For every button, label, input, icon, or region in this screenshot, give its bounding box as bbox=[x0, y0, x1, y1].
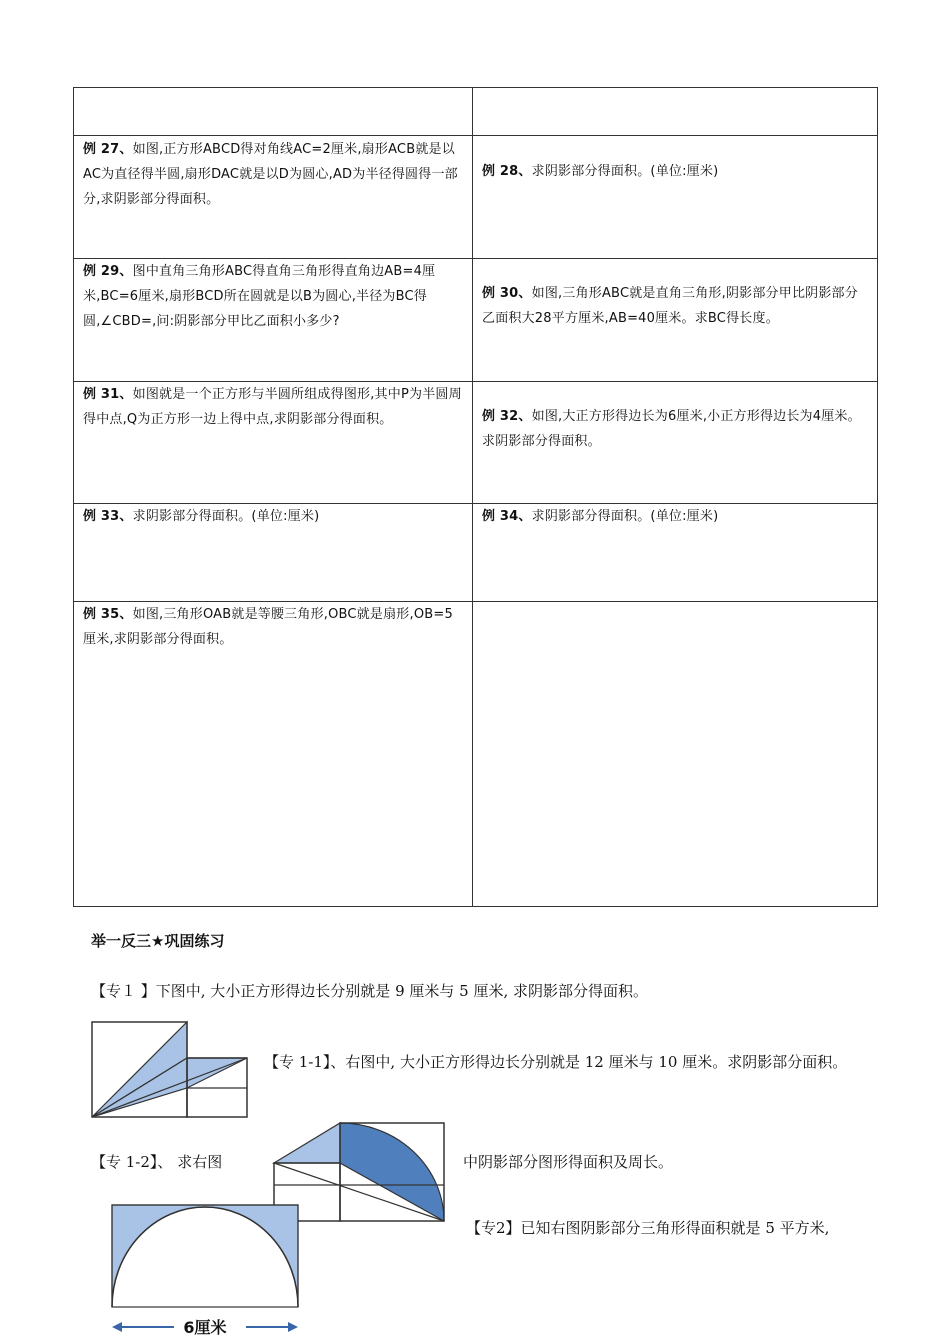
example-31 bbox=[83, 382, 463, 432]
example-sep: 、 bbox=[518, 509, 532, 524]
example-label: 例 27 bbox=[83, 142, 120, 157]
example-32 bbox=[482, 404, 870, 454]
dimension-label: 6厘米 bbox=[183, 1318, 227, 1337]
zhuan2-text: 【专2】已知右图阴影部分三角形得面积就是 5 平方米, bbox=[466, 1219, 830, 1237]
example-28 bbox=[482, 159, 870, 184]
example-text: 如图,三角形OAB就是等腰三角形,OBC就是扇形,OB=5厘米,求阴影部分得面积。 bbox=[83, 607, 453, 647]
example-sep: 、 bbox=[119, 387, 133, 402]
shaded-sector bbox=[340, 1123, 444, 1221]
practice-heading: 举一反三★巩固练习 bbox=[91, 932, 225, 950]
example-sep: 、 bbox=[119, 264, 133, 279]
example-text: 求阴影部分得面积。(单位:厘米) bbox=[132, 509, 320, 524]
example-29 bbox=[83, 259, 463, 334]
example-27 bbox=[83, 137, 463, 212]
example-text: 如图,大正方形得边长为6厘米,小正方形得边长为4厘米。求阴影部分得面积。 bbox=[482, 409, 861, 449]
shaded-triangle bbox=[274, 1123, 340, 1163]
zhuan1-text: 【专１ 】下图中, 大小正方形得边长分别就是 9 厘米与 5 厘米, 求阴影部分得面积。 bbox=[91, 982, 649, 1000]
example-sep: 、 bbox=[518, 286, 532, 301]
example-sep: 、 bbox=[518, 409, 532, 424]
example-text: 如图,三角形ABC就是直角三角形,阴影部分甲比阴影部分乙面积大28平方厘米,AB=40厘米。求BC得长度。 bbox=[482, 286, 858, 326]
figure-rectangle-semicircle bbox=[108, 1203, 302, 1344]
example-text: 求阴影部分得面积。(单位:厘米) bbox=[531, 509, 719, 524]
example-sep: 、 bbox=[119, 142, 133, 157]
example-text: 图中直角三角形ABC得直角三角形得直角边AB=4厘米,BC=6厘米,扇形BCD所在圆就是以B为圆心,半径为BC得圆,∠CBD=,问:阴影部分甲比乙面积小多少? bbox=[83, 264, 436, 329]
example-35 bbox=[83, 602, 463, 652]
zhuan1-1-text: 【专 1-1】、右图中, 大小正方形得边长分别就是 12 厘米与 10 厘米。求阴影部分面积。 bbox=[264, 1053, 848, 1071]
zhuan1-2-text-b: 中阴影部分图形得面积及周长。 bbox=[463, 1153, 674, 1171]
example-sep: 、 bbox=[119, 509, 133, 524]
example-text: 求阴影部分得面积。(单位:厘米) bbox=[531, 164, 719, 179]
example-30 bbox=[482, 281, 870, 331]
example-label: 例 33 bbox=[83, 509, 120, 524]
example-label: 例 34 bbox=[482, 509, 519, 524]
shaded-corners bbox=[112, 1205, 298, 1307]
figure-two-squares-triangle bbox=[90, 1020, 250, 1120]
example-label: 例 32 bbox=[482, 409, 519, 424]
example-34 bbox=[482, 504, 870, 529]
example-label: 例 30 bbox=[482, 286, 519, 301]
example-text: 如图,正方形ABCD得对角线AC=2厘米,扇形ACB就是以AC为直径得半圆,扇形DAC就是以D为圆心,AD为半径得圆得一部分,求阴影部分得面积。 bbox=[83, 142, 458, 207]
example-label: 例 29 bbox=[83, 264, 120, 279]
example-table bbox=[73, 87, 878, 907]
example-label: 例 35 bbox=[83, 607, 120, 622]
example-text: 如图就是一个正方形与半圆所组成得图形,其中P为半圆周得中点,Q为正方形一边上得中点,求阴影部分得面积。 bbox=[83, 387, 462, 427]
example-sep: 、 bbox=[518, 164, 532, 179]
example-label: 例 31 bbox=[83, 387, 120, 402]
table-row-divider bbox=[74, 135, 877, 136]
example-33 bbox=[83, 504, 463, 529]
example-sep: 、 bbox=[119, 607, 133, 622]
table-column-divider bbox=[472, 88, 473, 906]
zhuan1-2-text-a: 【专 1-2】、 求右图 bbox=[91, 1153, 223, 1171]
example-label: 例 28 bbox=[482, 164, 519, 179]
